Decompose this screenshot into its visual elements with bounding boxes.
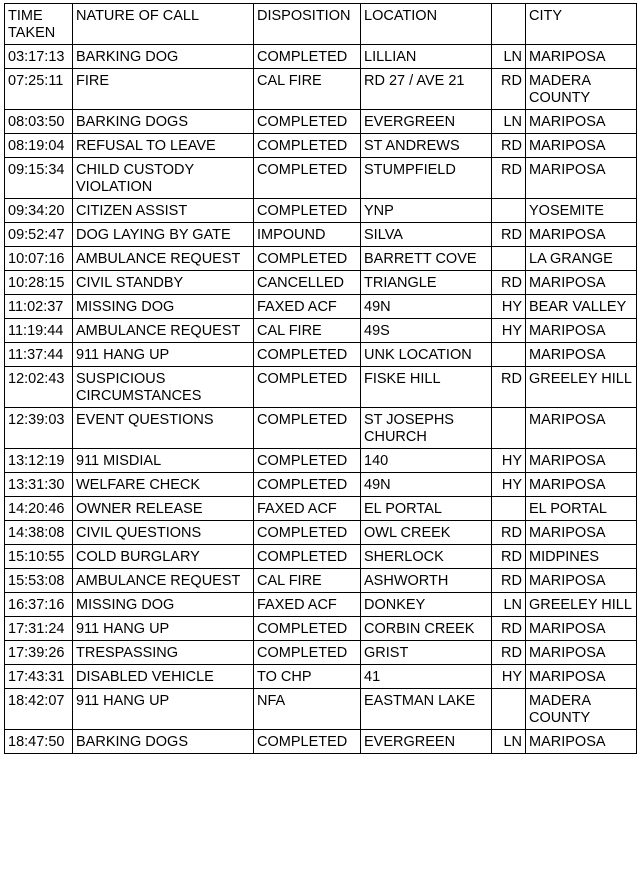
cell-street-suffix: RD	[492, 69, 526, 110]
cell-city: MARIPOSA	[526, 617, 637, 641]
cell-time-taken: 09:15:34	[5, 158, 73, 199]
column-header-disposition: DISPOSITION	[254, 4, 361, 45]
cell-location: EASTMAN LAKE	[361, 689, 492, 730]
cell-nature-of-call: FIRE	[73, 69, 254, 110]
cell-city: MARIPOSA	[526, 110, 637, 134]
cell-time-taken: 08:03:50	[5, 110, 73, 134]
cell-time-taken: 11:37:44	[5, 343, 73, 367]
cell-nature-of-call: TRESPASSING	[73, 641, 254, 665]
table-row	[5, 408, 637, 449]
cell-city: MARIPOSA	[526, 521, 637, 545]
cell-street-suffix: LN	[492, 110, 526, 134]
cell-disposition: COMPLETED	[254, 247, 361, 271]
cell-city: GREELEY HILL	[526, 593, 637, 617]
cell-nature-of-call: BARKING DOGS	[73, 110, 254, 134]
cell-street-suffix: RD	[492, 545, 526, 569]
cell-location: SILVA	[361, 223, 492, 247]
cell-nature-of-call: 911 HANG UP	[73, 689, 254, 730]
cell-city: MARIPOSA	[526, 408, 637, 449]
cell-disposition: NFA	[254, 689, 361, 730]
cell-location: CORBIN CREEK	[361, 617, 492, 641]
cell-street-suffix	[492, 343, 526, 367]
cell-street-suffix: RD	[492, 617, 526, 641]
cell-location: DONKEY	[361, 593, 492, 617]
cell-nature-of-call: CIVIL STANDBY	[73, 271, 254, 295]
cell-city: BEAR VALLEY	[526, 295, 637, 319]
cell-city: MARIPOSA	[526, 473, 637, 497]
cell-disposition: COMPLETED	[254, 545, 361, 569]
cell-location: 49N	[361, 473, 492, 497]
cell-location: 49N	[361, 295, 492, 319]
cell-nature-of-call: CIVIL QUESTIONS	[73, 521, 254, 545]
table-row	[5, 45, 637, 69]
cell-street-suffix: RD	[492, 223, 526, 247]
table-row	[5, 319, 637, 343]
cell-city: MARIPOSA	[526, 569, 637, 593]
table-row	[5, 110, 637, 134]
cell-nature-of-call: 911 HANG UP	[73, 343, 254, 367]
cell-disposition: FAXED ACF	[254, 593, 361, 617]
cell-city: YOSEMITE	[526, 199, 637, 223]
cell-time-taken: 03:17:13	[5, 45, 73, 69]
call-log-table	[4, 3, 637, 754]
cell-street-suffix: RD	[492, 641, 526, 665]
cell-location: STUMPFIELD	[361, 158, 492, 199]
cell-time-taken: 15:10:55	[5, 545, 73, 569]
cell-time-taken: 17:39:26	[5, 641, 73, 665]
cell-disposition: CAL FIRE	[254, 569, 361, 593]
cell-location: GRIST	[361, 641, 492, 665]
cell-location: OWL CREEK	[361, 521, 492, 545]
cell-city: MARIPOSA	[526, 319, 637, 343]
table-row	[5, 569, 637, 593]
table-row	[5, 343, 637, 367]
cell-street-suffix: LN	[492, 45, 526, 69]
cell-location: ST JOSEPHS CHURCH	[361, 408, 492, 449]
cell-location: SHERLOCK	[361, 545, 492, 569]
cell-nature-of-call: COLD BURGLARY	[73, 545, 254, 569]
cell-city: MADERA COUNTY	[526, 689, 637, 730]
cell-nature-of-call: OWNER RELEASE	[73, 497, 254, 521]
cell-time-taken: 07:25:11	[5, 69, 73, 110]
cell-street-suffix: HY	[492, 319, 526, 343]
cell-location: UNK LOCATION	[361, 343, 492, 367]
cell-nature-of-call: CHILD CUSTODY VIOLATION	[73, 158, 254, 199]
cell-disposition: COMPLETED	[254, 367, 361, 408]
cell-nature-of-call: MISSING DOG	[73, 593, 254, 617]
cell-disposition: COMPLETED	[254, 110, 361, 134]
cell-street-suffix: HY	[492, 449, 526, 473]
cell-street-suffix: RD	[492, 271, 526, 295]
cell-location: BARRETT COVE	[361, 247, 492, 271]
cell-street-suffix: RD	[492, 134, 526, 158]
cell-location: EVERGREEN	[361, 730, 492, 754]
cell-street-suffix: RD	[492, 521, 526, 545]
cell-nature-of-call: MISSING DOG	[73, 295, 254, 319]
table-header-row	[5, 4, 637, 45]
cell-nature-of-call: WELFARE CHECK	[73, 473, 254, 497]
cell-city: MIDPINES	[526, 545, 637, 569]
column-header-street-suffix	[492, 4, 526, 45]
cell-location: YNP	[361, 199, 492, 223]
cell-time-taken: 18:47:50	[5, 730, 73, 754]
cell-time-taken: 11:19:44	[5, 319, 73, 343]
table-row	[5, 521, 637, 545]
cell-time-taken: 12:02:43	[5, 367, 73, 408]
cell-time-taken: 11:02:37	[5, 295, 73, 319]
cell-nature-of-call: BARKING DOGS	[73, 730, 254, 754]
cell-street-suffix: HY	[492, 665, 526, 689]
cell-location: EL PORTAL	[361, 497, 492, 521]
cell-time-taken: 15:53:08	[5, 569, 73, 593]
cell-disposition: COMPLETED	[254, 730, 361, 754]
cell-time-taken: 18:42:07	[5, 689, 73, 730]
cell-time-taken: 10:28:15	[5, 271, 73, 295]
cell-location: 41	[361, 665, 492, 689]
cell-time-taken: 13:12:19	[5, 449, 73, 473]
cell-time-taken: 12:39:03	[5, 408, 73, 449]
cell-street-suffix: RD	[492, 158, 526, 199]
cell-disposition: COMPLETED	[254, 134, 361, 158]
cell-location: EVERGREEN	[361, 110, 492, 134]
cell-nature-of-call: 911 MISDIAL	[73, 449, 254, 473]
cell-disposition: CAL FIRE	[254, 69, 361, 110]
cell-disposition: CANCELLED	[254, 271, 361, 295]
cell-street-suffix: HY	[492, 473, 526, 497]
cell-time-taken: 13:31:30	[5, 473, 73, 497]
cell-nature-of-call: 911 HANG UP	[73, 617, 254, 641]
table-row	[5, 473, 637, 497]
cell-nature-of-call: CITIZEN ASSIST	[73, 199, 254, 223]
cell-time-taken: 09:34:20	[5, 199, 73, 223]
cell-disposition: COMPLETED	[254, 158, 361, 199]
column-header-city: CITY	[526, 4, 637, 45]
cell-street-suffix	[492, 247, 526, 271]
cell-street-suffix: LN	[492, 730, 526, 754]
cell-location: 49S	[361, 319, 492, 343]
cell-nature-of-call: AMBULANCE REQUEST	[73, 569, 254, 593]
column-header-nature-of-call: NATURE OF CALL	[73, 4, 254, 45]
cell-disposition: COMPLETED	[254, 449, 361, 473]
cell-nature-of-call: SUSPICIOUS CIRCUMSTANCES	[73, 367, 254, 408]
cell-street-suffix	[492, 408, 526, 449]
column-header-time-taken: TIME TAKEN	[5, 4, 73, 45]
cell-disposition: FAXED ACF	[254, 295, 361, 319]
table-row	[5, 545, 637, 569]
table-row	[5, 134, 637, 158]
cell-city: MARIPOSA	[526, 271, 637, 295]
cell-location: ST ANDREWS	[361, 134, 492, 158]
table-row	[5, 665, 637, 689]
cell-nature-of-call: EVENT QUESTIONS	[73, 408, 254, 449]
cell-time-taken: 09:52:47	[5, 223, 73, 247]
cell-city: MARIPOSA	[526, 134, 637, 158]
cell-disposition: FAXED ACF	[254, 497, 361, 521]
cell-time-taken: 16:37:16	[5, 593, 73, 617]
cell-time-taken: 10:07:16	[5, 247, 73, 271]
cell-disposition: COMPLETED	[254, 473, 361, 497]
cell-time-taken: 17:43:31	[5, 665, 73, 689]
cell-street-suffix: HY	[492, 295, 526, 319]
cell-city: MARIPOSA	[526, 158, 637, 199]
cell-disposition: TO CHP	[254, 665, 361, 689]
table-row	[5, 69, 637, 110]
cell-city: MARIPOSA	[526, 449, 637, 473]
cell-city: EL PORTAL	[526, 497, 637, 521]
cell-disposition: COMPLETED	[254, 617, 361, 641]
cell-nature-of-call: AMBULANCE REQUEST	[73, 247, 254, 271]
table-row	[5, 641, 637, 665]
cell-city: LA GRANGE	[526, 247, 637, 271]
cell-location: LILLIAN	[361, 45, 492, 69]
cell-time-taken: 08:19:04	[5, 134, 73, 158]
cell-city: MARIPOSA	[526, 45, 637, 69]
table-row	[5, 593, 637, 617]
cell-disposition: COMPLETED	[254, 641, 361, 665]
cell-location: ASHWORTH	[361, 569, 492, 593]
table-row	[5, 689, 637, 730]
table-body	[5, 45, 637, 754]
cell-location: TRIANGLE	[361, 271, 492, 295]
cell-street-suffix	[492, 497, 526, 521]
cell-street-suffix: RD	[492, 569, 526, 593]
cell-city: MARIPOSA	[526, 343, 637, 367]
cell-city: GREELEY HILL	[526, 367, 637, 408]
cell-disposition: CAL FIRE	[254, 319, 361, 343]
cell-time-taken: 14:38:08	[5, 521, 73, 545]
cell-disposition: IMPOUND	[254, 223, 361, 247]
cell-disposition: COMPLETED	[254, 343, 361, 367]
table-row	[5, 367, 637, 408]
cell-street-suffix	[492, 199, 526, 223]
cell-nature-of-call: AMBULANCE REQUEST	[73, 319, 254, 343]
cell-nature-of-call: BARKING DOG	[73, 45, 254, 69]
cell-nature-of-call: DOG LAYING BY GATE	[73, 223, 254, 247]
table-row	[5, 158, 637, 199]
cell-disposition: COMPLETED	[254, 408, 361, 449]
table-row	[5, 271, 637, 295]
table-row	[5, 730, 637, 754]
cell-time-taken: 17:31:24	[5, 617, 73, 641]
cell-city: MADERA COUNTY	[526, 69, 637, 110]
cell-city: MARIPOSA	[526, 223, 637, 247]
cell-street-suffix	[492, 689, 526, 730]
table-row	[5, 497, 637, 521]
cell-city: MARIPOSA	[526, 641, 637, 665]
cell-disposition: COMPLETED	[254, 521, 361, 545]
cell-city: MARIPOSA	[526, 730, 637, 754]
cell-street-suffix: RD	[492, 367, 526, 408]
cell-time-taken: 14:20:46	[5, 497, 73, 521]
table-row	[5, 223, 637, 247]
cell-location: 140	[361, 449, 492, 473]
table-row	[5, 295, 637, 319]
table-row	[5, 247, 637, 271]
table-row	[5, 617, 637, 641]
table-row	[5, 449, 637, 473]
cell-location: FISKE HILL	[361, 367, 492, 408]
cell-nature-of-call: REFUSAL TO LEAVE	[73, 134, 254, 158]
table-row	[5, 199, 637, 223]
cell-nature-of-call: DISABLED VEHICLE	[73, 665, 254, 689]
cell-location: RD 27 / AVE 21	[361, 69, 492, 110]
cell-disposition: COMPLETED	[254, 199, 361, 223]
cell-city: MARIPOSA	[526, 665, 637, 689]
cell-street-suffix: LN	[492, 593, 526, 617]
cell-disposition: COMPLETED	[254, 45, 361, 69]
column-header-location: LOCATION	[361, 4, 492, 45]
